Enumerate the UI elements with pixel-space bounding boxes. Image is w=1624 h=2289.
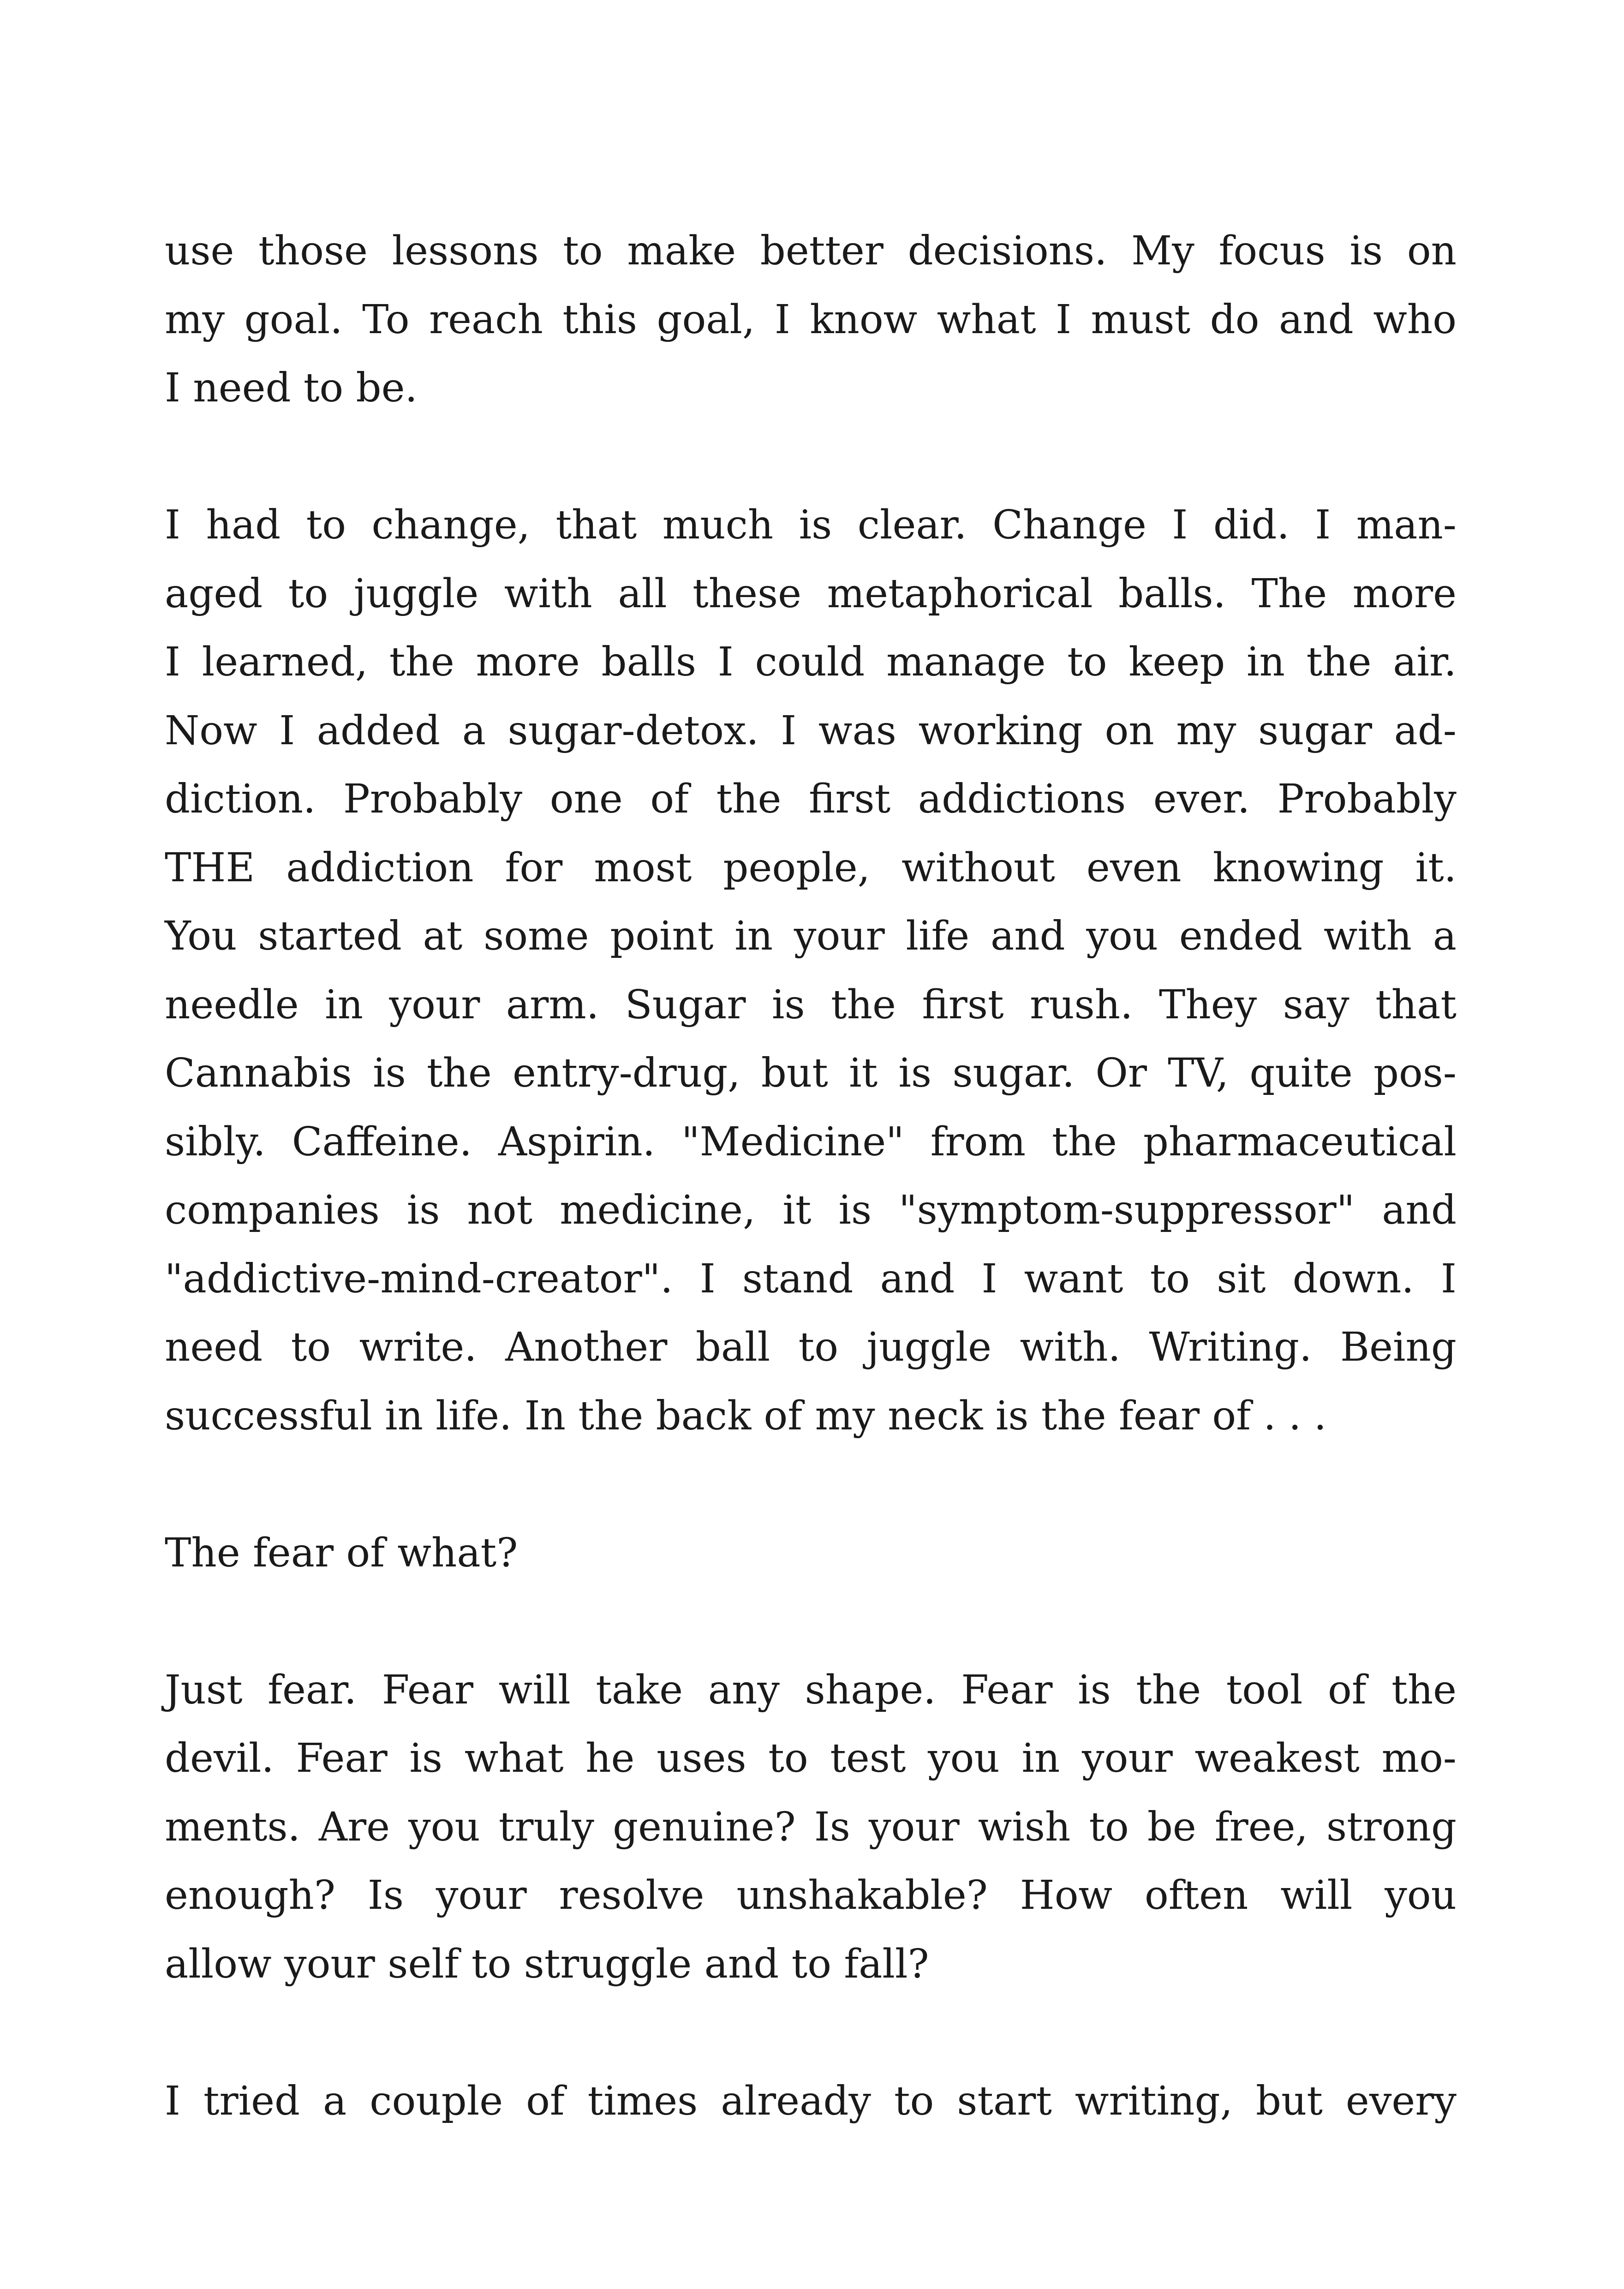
text-line: successful in life. In the back of my neck is the fear of . . . [165, 1393, 1327, 1439]
text-line: I need to be. [165, 365, 418, 411]
paragraph-3 [165, 1519, 1457, 1588]
text-line: The fear of what? [165, 1530, 518, 1576]
text-line: enough? Is your resolve unshakable? How often will you [165, 1872, 1457, 1918]
text-line: "addictive-mind-creator". I stand and I want to sit down. I [165, 1255, 1457, 1302]
text-line: companies is not medicine, it is "symptom-suppressor" and [165, 1187, 1457, 1233]
text-line: Just fear. Fear will take any shape. Fear is the tool of the [165, 1667, 1457, 1713]
paragraph-5 [165, 2067, 1457, 2136]
text-line: sibly. Caffeine. Aspirin. "Medicine" from the pharmaceutical [165, 1118, 1457, 1165]
text-line: aged to juggle with all these metaphorical balls. The more [165, 570, 1457, 617]
paragraph-1 [165, 217, 1457, 423]
text-line: diction. Probably one of the first addictions ever. Probably [165, 776, 1457, 822]
text-line: THE addiction for most people, without even knowing it. [165, 844, 1457, 891]
text-line: You started at some point in your life and you ended with a [165, 913, 1457, 959]
text-line: needle in your arm. Sugar is the first rush. They say that [165, 981, 1457, 1028]
body-text [165, 217, 1457, 2204]
text-line: Now I added a sugar-detox. I was working on my sugar ad- [165, 707, 1457, 754]
text-line: I tried a couple of times already to start writing, but every [165, 2078, 1457, 2124]
text-line: need to write. Another ball to juggle with. Writing. Being [165, 1324, 1457, 1370]
text-line: use those lessons to make better decisions. My focus is on [165, 228, 1457, 274]
text-line: Cannabis is the entry-drug, but it is sugar. Or TV, quite pos- [165, 1050, 1457, 1096]
paragraph-4 [165, 1656, 1457, 1999]
text-line: devil. Fear is what he uses to test you in your weakest mo- [165, 1735, 1457, 1781]
text-line: my goal. To reach this goal, I know what I must do and who [165, 296, 1457, 343]
text-line: I had to change, that much is clear. Change I did. I man- [165, 502, 1457, 548]
paragraph-2 [165, 491, 1457, 1450]
text-line: I learned, the more balls I could manage to keep in the air. [165, 639, 1457, 685]
text-line: ments. Are you truly genuine? Is your wish to be free, strong [165, 1804, 1457, 1850]
text-line: allow your self to struggle and to fall? [165, 1941, 929, 1987]
